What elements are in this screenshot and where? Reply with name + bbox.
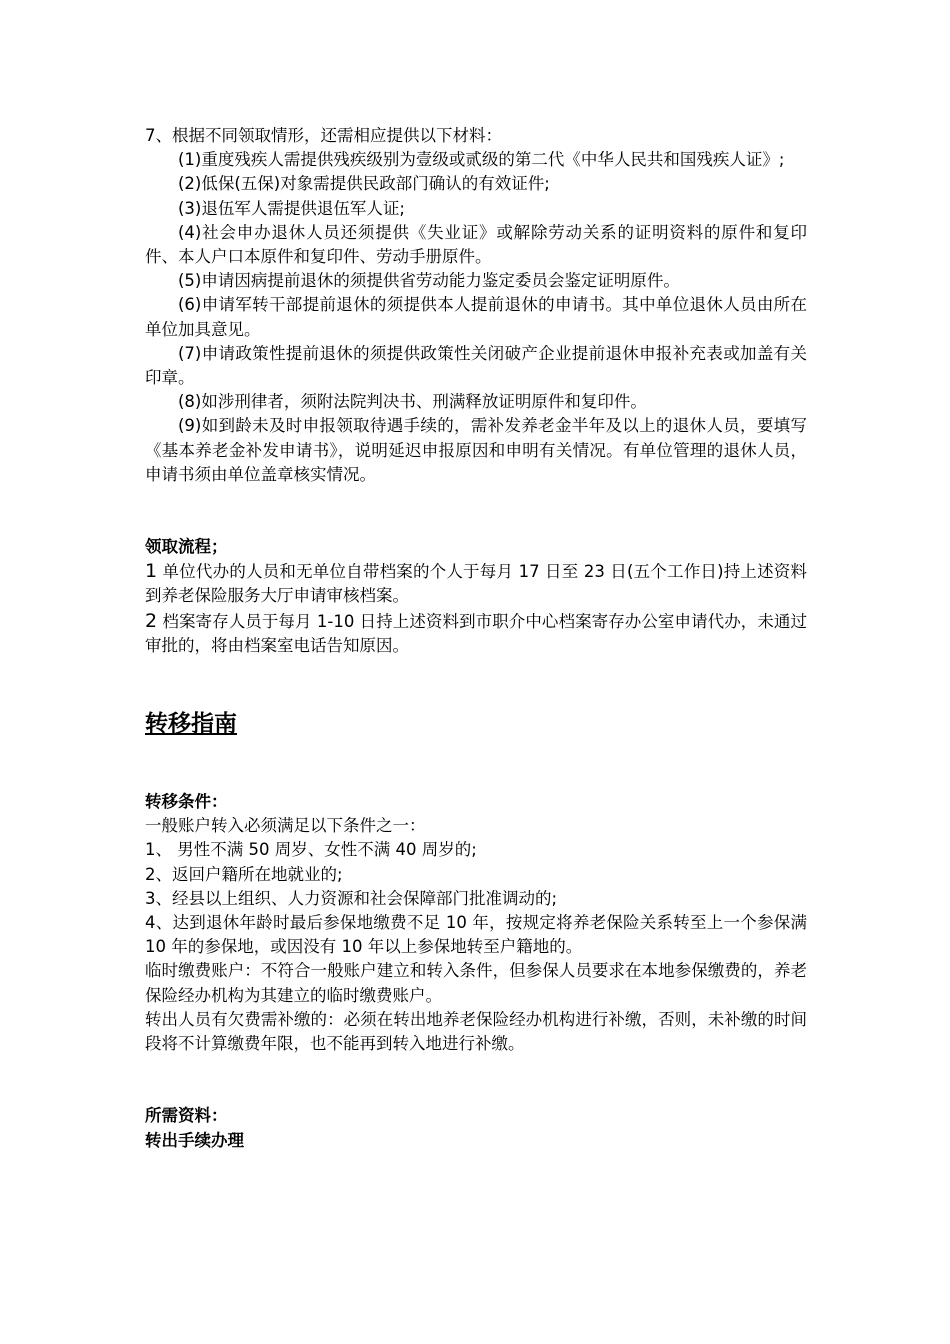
transfer-line-1: 一般账户转入必须满足以下条件之一：	[145, 816, 426, 836]
process-step-2-number: 2	[145, 609, 158, 632]
process-step-2	[145, 609, 807, 658]
transfer-line-6: 临时缴费账户：不符合一般账户建立和转入条件，但参保人员要求在本地参保缴费的，养老保险经办机构为其建立的临时缴费账户。	[145, 961, 807, 1005]
section7-item-9: (9)如到龄未及时申报领取待遇手续的，需补发养老金半年及以上的退休人员，要填写《基本养老金补发申请书》，说明延迟申报原因和申明有关情况。有单位管理的退休人员，申请书须由单位盖章核实情况。	[145, 416, 807, 484]
transfer-guide-title: 转移指南	[145, 711, 237, 738]
transfer-line-5: 4、达到退休年龄时最后参保地缴费不足 10 年，按规定将养老保险关系转至上一个参保满 10 年的参保地，或因没有 10 年以上参保地转至户籍地的。	[145, 913, 807, 957]
section7-item-6: (6)申请军转干部提前退休的须提供本人提前退休的申请书。其中单位退休人员由所在单位加具意见。	[145, 295, 807, 339]
process-step-2-text: 档案寄存人员于每月 1-10 日持上述资料到市职介中心档案寄存办公室申请代办，未通过审批的，将由档案室电话告知原因。	[145, 611, 807, 655]
process-step-1-number: 1	[145, 560, 158, 583]
section7-item-2: (2)低保(五保)对象需提供民政部门确认的有效证件;	[178, 174, 550, 194]
document-body	[145, 124, 807, 1153]
process-step-1	[145, 559, 807, 608]
section7-item-1: (1)重度残疾人需提供残疾级别为壹级或贰级的第二代《中华人民共和国残疾人证》;	[178, 150, 785, 170]
section7-item-7: (7)申请政策性提前退休的须提供政策性关闭破产企业提前退休申报补充表或加盖有关印章。	[145, 343, 807, 388]
materials-title: 所需资料：	[145, 1106, 228, 1126]
section7-item-4: (4)社会申办退休人员还须提供《失业证》或解除劳动关系的证明资料的原件和复印件、本人户口本原件和复印件、劳动手册原件。	[145, 222, 807, 267]
process-step-1-text: 单位代办的人员和无单位自带档案的个人于每月 17 日至 23 日(五个工作日)持上述资料到养老保险服务大厅申请审核档案。	[145, 562, 807, 606]
transfer-line-4: 3、经县以上组织、人力资源和社会保障部门批准调动的;	[145, 888, 558, 908]
transfer-out-title: 转出手续办理	[145, 1130, 244, 1150]
section7-item-5: (5)申请因病提前退休的须提供省劳动能力鉴定委员会鉴定证明原件。	[178, 271, 680, 291]
process-title: 领取流程；	[145, 537, 228, 557]
transfer-line-3: 2、返回户籍所在地就业的;	[145, 864, 343, 884]
section7-item-8: (8)如涉刑律者，须附法院判决书、刑满释放证明原件和复印件。	[178, 392, 647, 412]
transfer-line-7: 转出人员有欠费需补缴的：必须在转出地养老保险经办机构进行补缴，否则，未补缴的时间段将不计算缴费年限，也不能再到转入地进行补缴。	[145, 1009, 807, 1054]
section7-item-3: (3)退伍军人需提供退伍军人证;	[178, 198, 405, 218]
transfer-conditions-title: 转移条件：	[145, 792, 228, 812]
section7-heading: 7、根据不同领取情形，还需相应提供以下材料：	[145, 126, 502, 145]
transfer-line-2: 1、 男性不满 50 周岁、女性不满 40 周岁的;	[145, 840, 477, 860]
